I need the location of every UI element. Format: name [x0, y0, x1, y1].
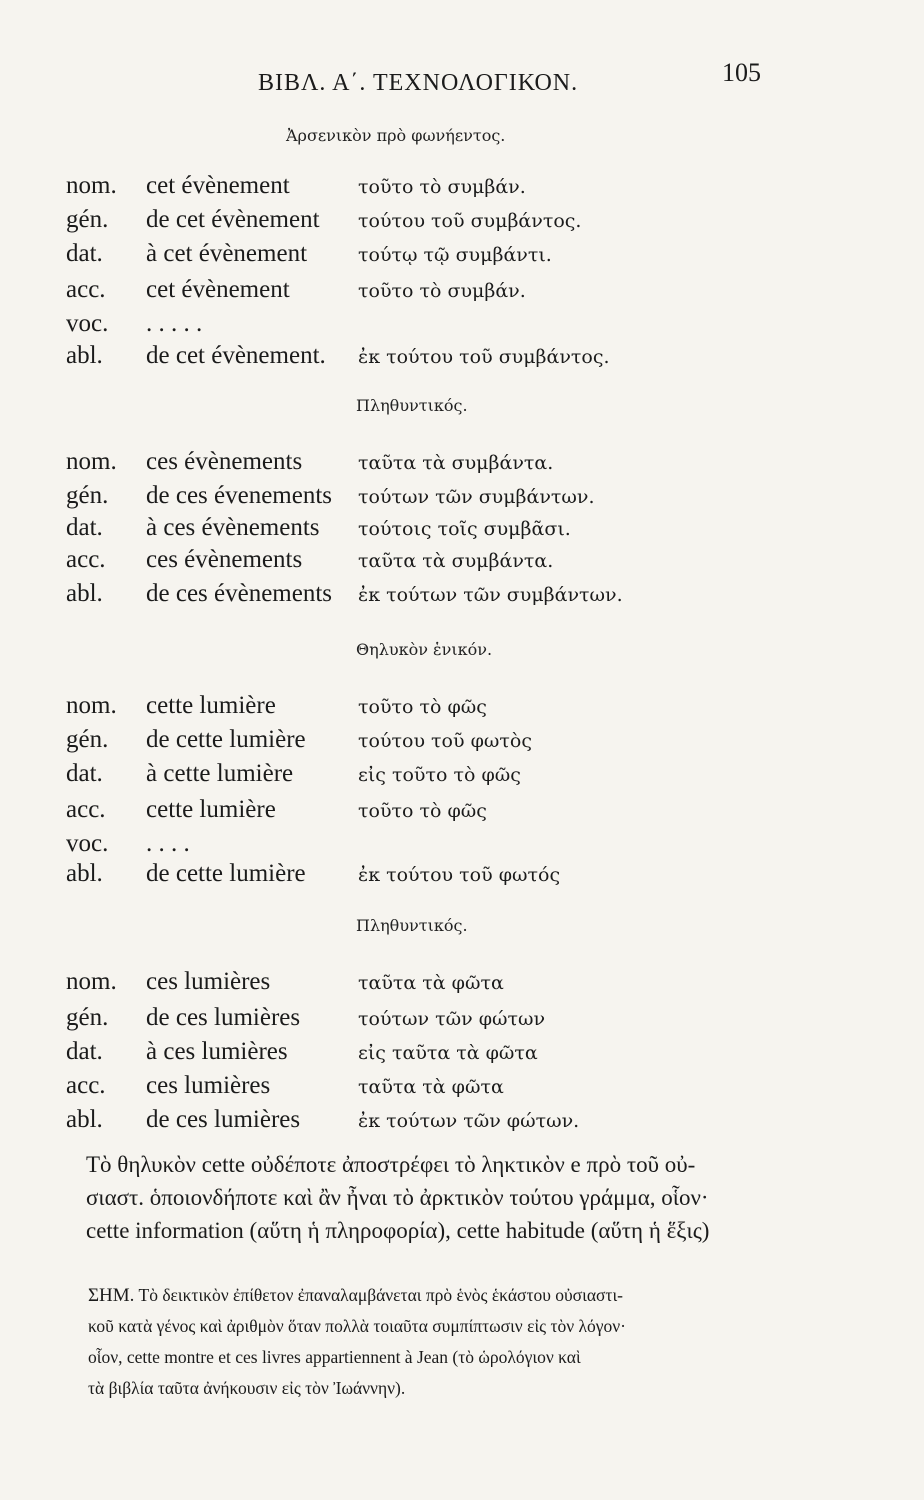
case-label: abl. [66, 342, 103, 369]
table-row [0, 1038, 924, 1072]
french-form: cet évènement [146, 276, 290, 303]
paragraph-line: cette information (αὕτη ἡ πληροφορία), cette habitude (αὕτη ἡ ἕξις) [86, 1218, 710, 1243]
table-row [0, 342, 924, 376]
paragraph-line: σιαστ. ὁποιονδήποτε καὶ ἂν ἦναι τὸ ἀρκτικὸν τούτου γράμμα, οἷον· [86, 1185, 709, 1210]
table-row [0, 448, 924, 482]
running-title: ΒΙΒΛ. Α΄. ΤΕΧΝΟΛΟΓΙΚΟΝ. [258, 70, 579, 96]
table-row [0, 1072, 924, 1106]
french-form: de cet évènement. [146, 342, 326, 369]
french-form: ces évènements [146, 448, 303, 475]
table-row [0, 860, 924, 894]
case-label: nom. [66, 968, 117, 995]
greek-form: ταῦτα τὰ φῶτα [358, 972, 504, 994]
section-heading: Πληθυντικός. [356, 396, 468, 415]
greek-form: τοῦτο τὸ συμβάν. [358, 176, 526, 198]
case-label: voc. [66, 830, 109, 857]
table-row [0, 482, 924, 516]
table-row [0, 726, 924, 760]
french-form: de ces évenements [146, 482, 333, 509]
paragraph-line: Τὸ θηλυκὸν cette οὐδέποτε ἀποστρέφει τὸ ληκτικὸν e πρὸ τοῦ οὐ- [86, 1152, 696, 1177]
note-line: κοῦ κατὰ γένος καὶ ἀριθμὸν ὅταν πολλὰ τοιαῦτα συμπίπτωσιν εἰς τὸν λόγον· [88, 1316, 626, 1336]
greek-form: ἐκ τούτων τῶν φώτων. [358, 1110, 580, 1132]
case-label: acc. [66, 546, 106, 573]
french-form: ces lumières [146, 1072, 271, 1099]
case-label: acc. [66, 276, 106, 303]
greek-form: ἐκ τούτου τοῦ φωτός [358, 864, 561, 886]
french-form: à ces lumières [146, 1038, 288, 1065]
case-label: dat. [66, 760, 103, 787]
case-label: abl. [66, 860, 103, 887]
body-paragraph [86, 1148, 806, 1247]
case-label: nom. [66, 172, 117, 199]
table-row [0, 796, 924, 830]
french-form: de cette lumière [146, 726, 306, 753]
french-form: à cet évènement [146, 240, 308, 267]
note-line: τὰ βιβλία ταῦτα ἀνήκουσιν εἰς τὸν Ἰωάννην). [88, 1378, 406, 1398]
table-row [0, 1004, 924, 1038]
french-form: de ces lumières [146, 1004, 301, 1031]
french-form: cet évènement [146, 172, 290, 199]
table-row [0, 580, 924, 614]
french-form: de cet évènement [146, 206, 320, 233]
greek-form: ταῦτα τὰ συμβάντα. [358, 550, 554, 572]
greek-form: ἐκ τούτων τῶν συμβάντων. [358, 584, 623, 606]
french-form: de ces évènements [146, 580, 333, 607]
note-block [88, 1280, 798, 1404]
greek-form: τούτῳ τῷ συμβάντι. [358, 244, 552, 266]
case-label: gén. [66, 1004, 109, 1031]
greek-form: τοῦτο τὸ φῶς [358, 696, 487, 718]
case-label: voc. [66, 310, 109, 337]
case-label: gén. [66, 726, 109, 753]
case-label: dat. [66, 240, 103, 267]
section-heading: Θηλυκὸν ἑνικόν. [356, 640, 493, 659]
greek-form: ἐκ τούτου τοῦ συμβάντος. [358, 346, 610, 368]
french-form: à ces évènements [146, 514, 320, 541]
case-label: nom. [66, 692, 117, 719]
table-row [0, 172, 924, 206]
greek-form: εἰς τοῦτο τὸ φῶς [358, 764, 521, 786]
case-label: dat. [66, 514, 103, 541]
table-row [0, 968, 924, 1002]
section-heading: Ἀρσενικὸν πρὸ φωνήεντος. [286, 126, 506, 145]
table-row [0, 830, 924, 864]
french-form: . . . . [146, 830, 190, 857]
note-line: οἷον, cette montre et ces livres appartiennent à Jean (τὸ ὡρολόγιον καὶ [88, 1347, 581, 1367]
table-row [0, 1106, 924, 1140]
table-row [0, 310, 924, 344]
case-label: acc. [66, 796, 106, 823]
table-row [0, 276, 924, 310]
french-form: de cette lumière [146, 860, 306, 887]
greek-form: τούτου τοῦ φωτὸς [358, 730, 532, 752]
greek-form: τούτων τῶν φώτων [358, 1008, 546, 1030]
french-form: ces lumières [146, 968, 271, 995]
case-label: acc. [66, 1072, 106, 1099]
french-form: . . . . . [146, 310, 203, 337]
case-label: gén. [66, 206, 109, 233]
page-number: 105 [722, 58, 761, 87]
greek-form: ταῦτα τὰ συμβάντα. [358, 452, 554, 474]
case-label: abl. [66, 1106, 103, 1133]
note-line: Τὸ δεικτικὸν ἐπίθετον ἐπαναλαμβάνεται πρὸ ἑνὸς ἑκάστου οὐσιαστι- [138, 1285, 623, 1305]
section-heading: Πληθυντικός. [356, 916, 468, 935]
french-form: cette lumière [146, 796, 276, 823]
case-label: dat. [66, 1038, 103, 1065]
greek-form: τοῦτο τὸ συμβάν. [358, 280, 526, 302]
french-form: de ces lumières [146, 1106, 301, 1133]
greek-form: τούτου τοῦ συμβάντος. [358, 210, 582, 232]
french-form: à cette lumière [146, 760, 294, 787]
table-row [0, 206, 924, 240]
french-form: ces évènements [146, 546, 303, 573]
greek-form: τούτοις τοῖς συμβᾶσι. [358, 518, 571, 540]
table-row [0, 692, 924, 726]
note-label: ΣΗΜ. [88, 1285, 135, 1306]
greek-form: τούτων τῶν συμβάντων. [358, 486, 595, 508]
table-row [0, 514, 924, 548]
french-form: cette lumière [146, 692, 276, 719]
table-row [0, 240, 924, 274]
table-row [0, 546, 924, 580]
case-label: nom. [66, 448, 117, 475]
greek-form: εἰς ταῦτα τὰ φῶτα [358, 1042, 538, 1064]
case-label: gén. [66, 482, 109, 509]
table-row [0, 760, 924, 794]
greek-form: ταῦτα τὰ φῶτα [358, 1076, 504, 1098]
case-label: abl. [66, 580, 103, 607]
greek-form: τοῦτο τὸ φῶς [358, 800, 487, 822]
